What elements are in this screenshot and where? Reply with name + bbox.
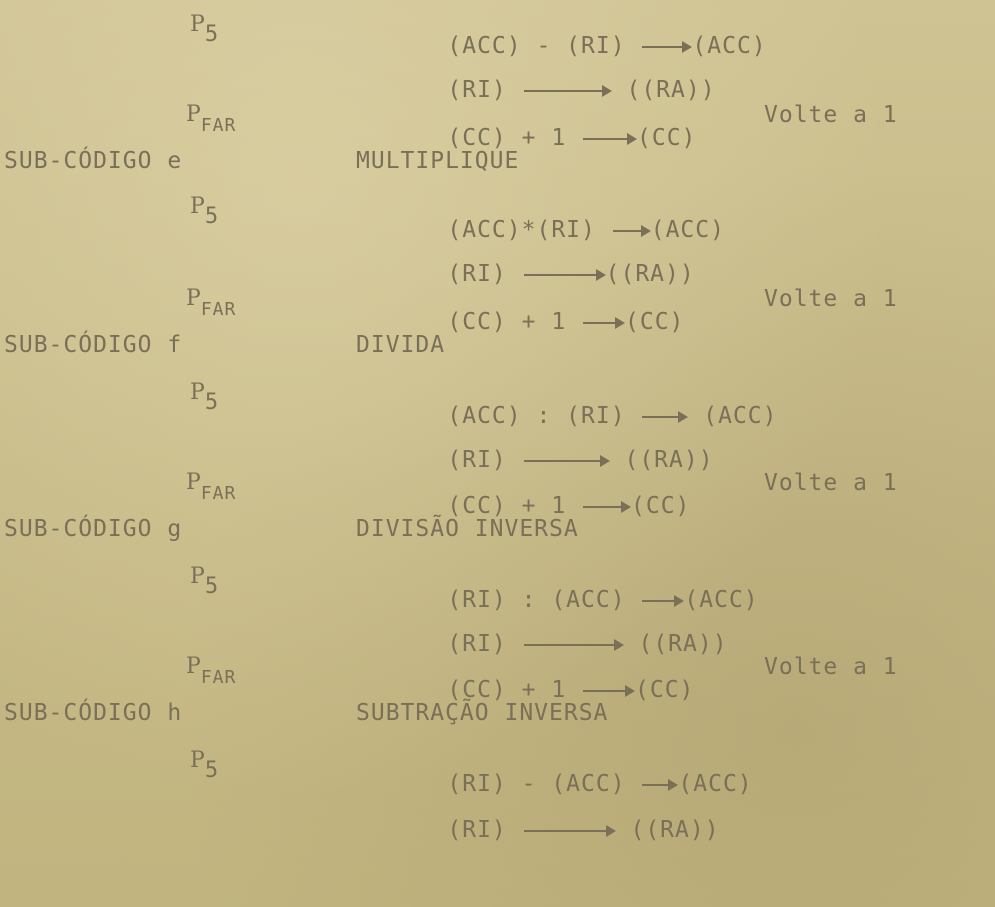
p-subscript: FAR	[200, 667, 237, 688]
arrow-icon	[524, 644, 622, 646]
p-subscript: 5	[204, 22, 220, 47]
p-subscript: 5	[204, 204, 220, 229]
operation-heading: MULTIPLIQUE	[356, 148, 520, 174]
expression-left: (RI) - (ACC)	[447, 771, 641, 797]
subcode-label: SUB-CÓDIGO g	[4, 516, 183, 542]
p-subscript: FAR	[200, 483, 237, 504]
volte-a-1-text: Volte a 1	[764, 654, 898, 680]
expression-right: (CC)	[635, 677, 695, 703]
expression-left: (RI) : (ACC)	[447, 587, 641, 613]
operation-heading: DIVIDA	[356, 332, 446, 358]
expression-right: (ACC)	[684, 587, 759, 613]
pfar-label	[186, 470, 237, 504]
volte-a-1-text: Volte a 1	[764, 470, 898, 496]
p-symbol: P	[190, 380, 205, 405]
subcode-label: SUB-CÓDIGO f	[4, 332, 183, 358]
expression-right: (ACC)	[688, 403, 778, 429]
p-subscript: FAR	[200, 115, 237, 136]
expression-left: (ACC) : (RI)	[447, 403, 641, 429]
expression-right: ((RA))	[609, 447, 714, 473]
expression-row	[388, 796, 720, 865]
pfar-label	[186, 286, 237, 320]
p-subscript: FAR	[200, 299, 237, 320]
operation-heading: SUBTRAÇÃO INVERSA	[356, 700, 609, 726]
p-symbol: P	[190, 564, 205, 589]
arrow-icon	[642, 46, 690, 48]
arrow-icon	[583, 138, 635, 140]
expression-right: (ACC)	[692, 33, 767, 59]
subcode-label: SUB-CÓDIGO h	[4, 700, 183, 726]
p5-label	[190, 194, 220, 229]
p-subscript: 5	[204, 574, 220, 599]
expression-left: (CC) + 1	[447, 309, 582, 335]
expression-left: (ACC)*(RI)	[447, 217, 611, 243]
arrow-icon	[524, 830, 614, 832]
arrow-icon	[642, 416, 686, 418]
expression-right: ((RA))	[611, 77, 716, 103]
arrow-icon	[524, 274, 604, 276]
p-symbol: P	[186, 102, 201, 127]
p-symbol: P	[186, 654, 201, 679]
p-subscript: 5	[204, 390, 220, 415]
p5-label	[190, 564, 220, 599]
expression-right: (CC)	[631, 493, 691, 519]
p-symbol: P	[190, 12, 205, 37]
operation-heading: DIVISÃO INVERSA	[356, 516, 579, 542]
pfar-label	[186, 654, 237, 688]
arrow-icon	[642, 600, 682, 602]
expression-left: (RI)	[447, 817, 522, 843]
expression-right: ((RA))	[623, 631, 728, 657]
expression-left: (CC) + 1	[447, 677, 582, 703]
expression-left: (CC) + 1	[447, 125, 582, 151]
volte-a-1-text: Volte a 1	[764, 286, 898, 312]
expression-right: (CC)	[625, 309, 685, 335]
expression-right: ((RA))	[615, 817, 720, 843]
expression-left: (RI)	[447, 77, 522, 103]
arrow-icon	[642, 784, 676, 786]
arrow-icon	[583, 322, 623, 324]
expression-right: ((RA))	[605, 261, 695, 287]
expression-left: (CC) + 1	[447, 493, 582, 519]
arrow-icon	[524, 90, 610, 92]
arrow-icon	[524, 460, 608, 462]
volte-a-1-text: Volte a 1	[764, 102, 898, 128]
p-symbol: P	[186, 470, 201, 495]
expression-left: (RI)	[447, 631, 522, 657]
p-symbol: P	[190, 194, 205, 219]
p-subscript: 5	[204, 758, 220, 783]
expression-right: (CC)	[637, 125, 697, 151]
pfar-label	[186, 102, 237, 136]
p5-label	[190, 380, 220, 415]
subcode-label: SUB-CÓDIGO e	[4, 148, 183, 174]
expression-left: (RI)	[447, 261, 522, 287]
expression-left: (ACC) - (RI)	[447, 33, 641, 59]
p5-label	[190, 12, 220, 47]
arrow-icon	[583, 690, 633, 692]
expression-right: (ACC)	[678, 771, 753, 797]
arrow-icon	[583, 506, 629, 508]
p5-label	[190, 748, 220, 783]
arrow-icon	[613, 230, 649, 232]
p-symbol: P	[186, 286, 201, 311]
expression-right: (ACC)	[650, 217, 725, 243]
p-symbol: P	[190, 748, 205, 773]
expression-left: (RI)	[447, 447, 522, 473]
